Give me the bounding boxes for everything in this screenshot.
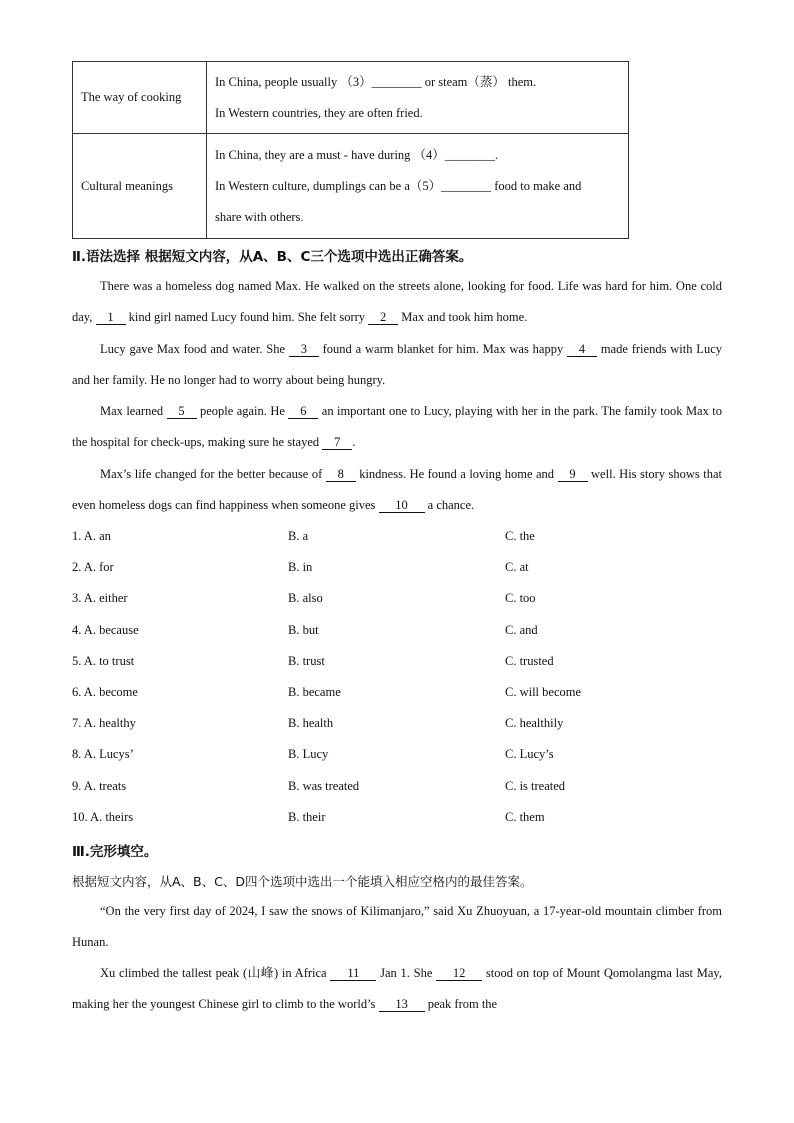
blank-13[interactable]: 13 [379,997,425,1012]
passage-paragraph: Max learned 5 people again. He 6 an important one to Lucy, playing with her in the park. The family took Max to the hospital for check-ups, making sure he stayed 7 . [72,404,722,450]
option-row [72,529,722,549]
option-b[interactable]: B. health [288,716,334,731]
option-b[interactable]: B. trust [288,653,325,668]
option-a[interactable]: 1. A. an [72,529,111,543]
table-line: In China, they are a must - have during （4）________. [215,147,498,162]
blank-4[interactable]: 4 [567,342,597,357]
table-label-cell: The way of cooking [73,62,207,134]
option-a[interactable]: 7. A. healthy [72,716,136,731]
option-c[interactable]: C. and [505,622,538,637]
section3-title: Ⅲ.完形填空。 [72,844,158,860]
option-c[interactable]: C. the [505,529,535,543]
blank-12[interactable]: 12 [436,966,482,981]
option-row [72,685,722,705]
blank-3[interactable]: 3 [289,342,319,357]
table-content-cell [207,62,629,134]
blank-8[interactable]: 8 [326,467,356,482]
blank-7[interactable]: 7 [322,435,352,450]
option-a[interactable]: 10. A. theirs [72,809,134,824]
option-b[interactable]: B. Lucy [288,747,329,762]
table-line: In Western countries, they are often fried. [215,105,423,120]
section2-title: Ⅱ.语法选择 根据短文内容，从A、B、C三个选项中选出正确答案。 [72,249,473,265]
table-line: share with others. [215,209,304,224]
option-row [72,716,722,736]
option-row [72,591,722,611]
option-row [72,560,722,580]
option-a[interactable]: 5. A. to trust [72,653,135,668]
option-b[interactable]: B. was treated [288,778,360,793]
option-b[interactable]: B. but [288,622,319,637]
option-c[interactable]: C. trusted [505,653,554,668]
table-row [73,134,629,239]
option-a[interactable]: 3. A. either [72,591,128,606]
table-row [73,62,629,134]
option-c[interactable]: C. is treated [505,778,566,793]
table-line: In China, people usually （3）________ or steam（蒸） them. [215,74,537,89]
option-c[interactable]: C. at [505,560,529,575]
option-b[interactable]: B. a [288,529,309,543]
option-a[interactable]: 6. A. become [72,685,138,699]
option-b[interactable]: B. in [288,560,313,575]
blank-9[interactable]: 9 [558,467,588,482]
option-row [72,779,722,799]
table-label-cell: Cultural meanings [73,134,207,239]
option-a[interactable]: 4. A. because [72,622,139,637]
option-b[interactable]: B. their [288,809,326,824]
passage-paragraph: Lucy gave Max food and water. She 3 found a warm blanket for him. Max was happy 4 made friends with Lucy and her family. He no longer had to worry about being hungry. [72,342,722,388]
option-c[interactable]: C. too [505,591,536,606]
blank-2[interactable]: 2 [368,310,398,325]
table-content-cell [207,134,629,239]
option-c[interactable]: C. them [505,809,545,824]
option-b[interactable]: B. became [288,685,341,699]
blank-1[interactable]: 1 [96,310,126,325]
passage-paragraph: Max’s life changed for the better because of 8 kindness. He found a loving home and 9 well. His story shows that even homeless dogs can find happiness when someone gives 10 a chance. [72,467,722,513]
option-b[interactable]: B. also [288,591,323,606]
option-c[interactable]: C. healthily [505,716,564,731]
blank-10[interactable]: 10 [379,498,425,513]
option-a[interactable]: 8. A. Lucys’ [72,747,134,762]
blank-11[interactable]: 11 [330,966,376,981]
blank-6[interactable]: 6 [288,404,318,419]
passage-paragraph: There was a homeless dog named Max. He walked on the streets alone, looking for food. Life was hard for him. One cold day, 1 kind girl named Lucy found him. She felt sorry 2 Max and took him home. [72,279,722,325]
table-line: In Western culture, dumplings can be a（5）________ food to make and [215,178,582,193]
passage-paragraph: “On the very first day of 2024, I saw the snows of Kilimanjaro,” said Xu Zhuoyuan, a 17-year-old mountain climber from Hunan. [72,904,722,950]
option-c[interactable]: C. will become [505,685,582,699]
option-a[interactable]: 9. A. treats [72,778,127,793]
passage-paragraph: Xu climbed the tallest peak (山峰) in Africa 11 Jan 1. She 12 stood on top of Mount Qomolangma last May, making her the youngest Chinese girl to climb to the world’s 13 peak from the [72,966,722,1012]
option-row [72,747,722,767]
info-table [72,61,629,239]
option-row [72,654,722,674]
option-a[interactable]: 2. A. for [72,560,114,575]
section3-instruction: 根据短文内容，从A、B、C、D四个选项中选出一个能填入相应空格内的最佳答案。 [72,874,533,889]
option-c[interactable]: C. Lucy’s [505,747,554,762]
option-row [72,810,722,830]
blank-5[interactable]: 5 [167,404,197,419]
option-row [72,623,722,643]
